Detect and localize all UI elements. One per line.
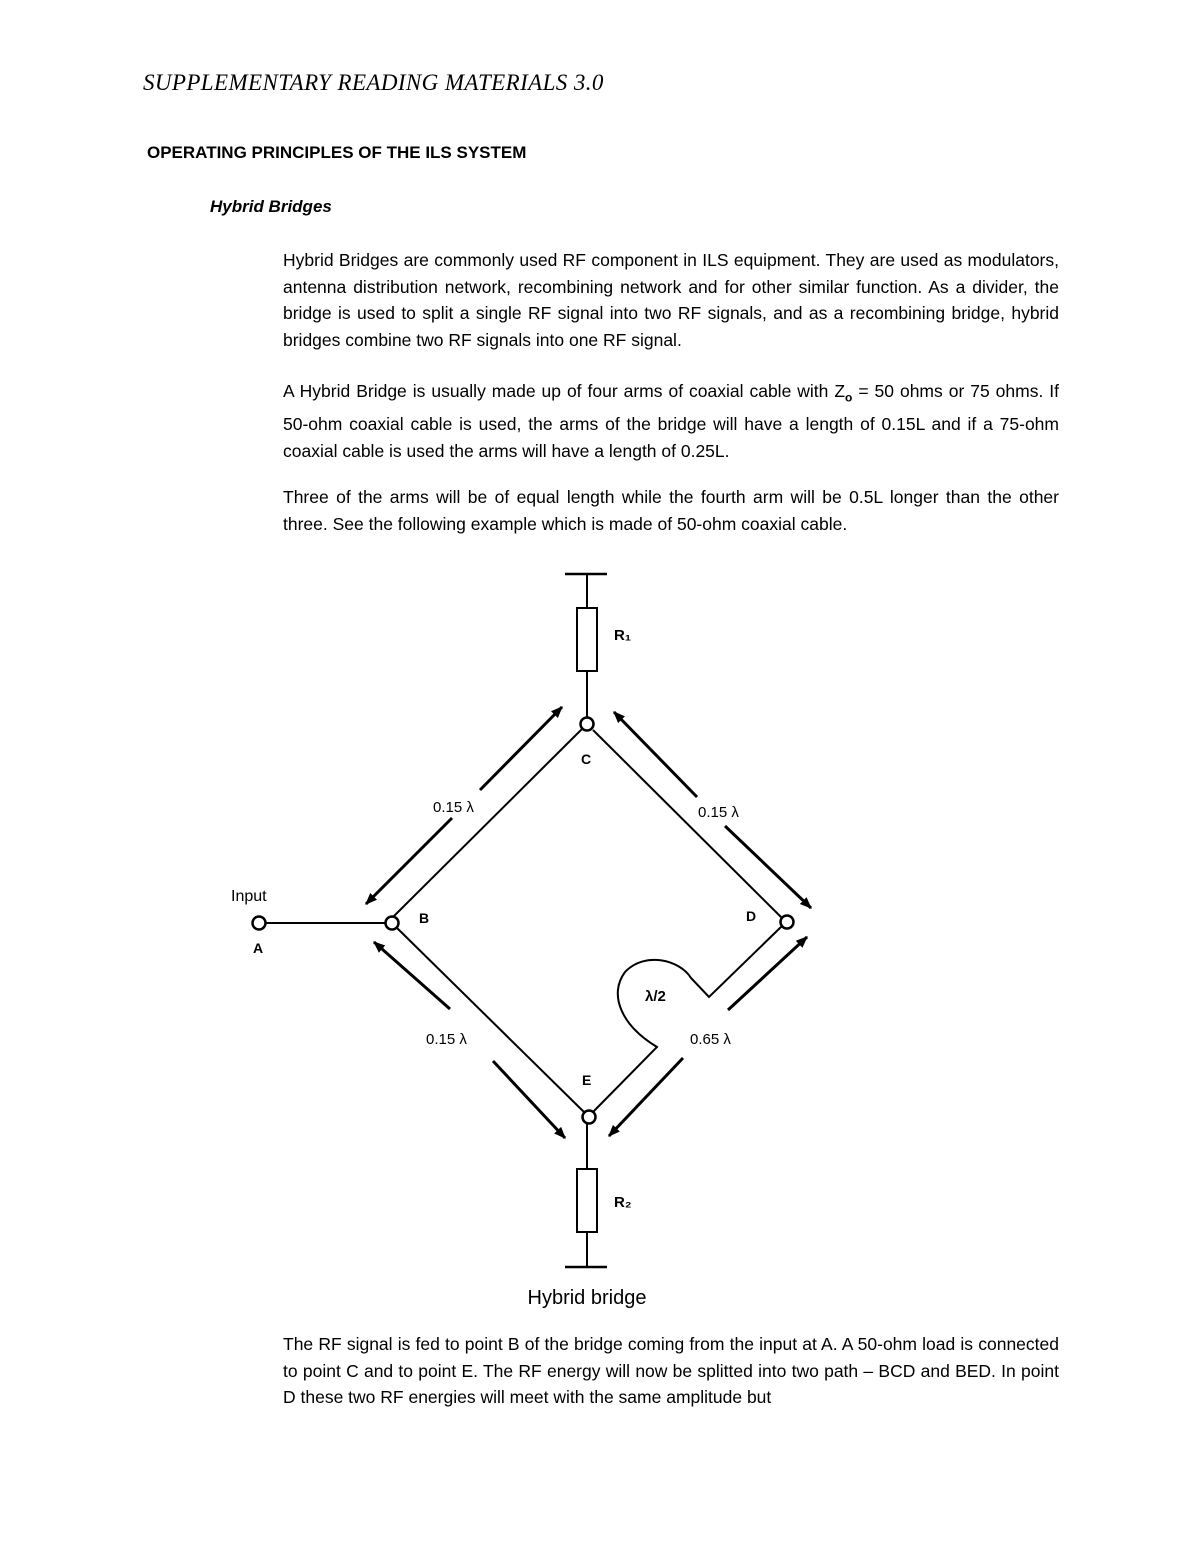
resistor-r1-label: R₁ bbox=[614, 627, 632, 644]
section-title: OPERATING PRINCIPLES OF THE ILS SYSTEM bbox=[147, 143, 527, 162]
arm-ed-length-label: 0.65 λ bbox=[690, 1031, 731, 1048]
arm-be-length-label: 0.15 λ bbox=[426, 1031, 467, 1048]
node-a-circle bbox=[253, 917, 266, 930]
paragraph-operation: The RF signal is fed to point B of the bridge coming from the input at A. A 50-ohm load is connected to point C and to point E. The RF energy will now be splitted into two path – BCD and BED. In point D these two RF energies will meet with the same amplitude but bbox=[283, 1334, 1059, 1407]
running-header: SUPPLEMENTARY READING MATERIALS 3.0 bbox=[143, 70, 604, 95]
input-label: Input bbox=[231, 888, 267, 905]
node-c-label: C bbox=[581, 751, 592, 767]
node-d-circle bbox=[781, 916, 794, 929]
resistor-r1 bbox=[565, 574, 607, 717]
node-d-label: D bbox=[746, 908, 757, 924]
paragraph-construction-text-1: A Hybrid Bridge is usually made up of four arms of coaxial cable with Z bbox=[283, 381, 846, 401]
arm-cd bbox=[593, 730, 782, 918]
arm-cd-length-label: 0.15 λ bbox=[698, 804, 739, 821]
arrow-cd-up bbox=[614, 712, 697, 797]
arm-bc-length-label: 0.15 λ bbox=[433, 799, 474, 816]
loop-length-label: λ/2 bbox=[645, 988, 666, 1005]
figure-caption: Hybrid bridge bbox=[527, 1287, 647, 1309]
paragraph-intro: Hybrid Bridges are commonly used RF component in ILS equipment. They are used as modulators, antenna distribution network, recombining network and for other similar function. As a divider, the bridge is used to split a single RF signal into two RF signals, and as a recombining bridge, hybrid bridges combine two RF signals into one RF signal. bbox=[283, 250, 1059, 350]
impedance-subscript: o bbox=[845, 390, 853, 405]
arrow-be-down bbox=[493, 1061, 565, 1138]
node-e-circle bbox=[583, 1111, 596, 1124]
arrow-ed-down bbox=[609, 1058, 683, 1136]
resistor-r2-label: R₂ bbox=[614, 1194, 632, 1211]
node-c-circle bbox=[581, 718, 594, 731]
node-e-label: E bbox=[582, 1072, 592, 1088]
node-a-label: A bbox=[253, 940, 264, 956]
paragraph-arm-lengths: Three of the arms will be of equal length while the fourth arm will be 0.5L longer than the other three. See the following example which is made of 50-ohm coaxial cable. bbox=[283, 487, 1059, 534]
arm-bc bbox=[393, 728, 583, 917]
arm-ed-with-loop bbox=[593, 926, 782, 1112]
node-b-circle bbox=[386, 917, 399, 930]
paragraph-construction-text-2: = 50 ohms or 75 ohms. If 50-ohm coaxial cable is used, the arms of the bridge will have a length of 0.15L and if a 75-ohm coaxial cable is used the arms will have a length of 0.25L. bbox=[283, 381, 1060, 461]
arrow-cd-down bbox=[725, 826, 811, 908]
resistor-r2 bbox=[565, 1123, 607, 1267]
arrow-de-up bbox=[728, 937, 807, 1010]
arrow-cb-down bbox=[366, 818, 452, 904]
subsection-title: Hybrid Bridges bbox=[210, 197, 332, 216]
node-b-label: B bbox=[419, 910, 430, 926]
arm-be bbox=[397, 928, 584, 1112]
arrow-be-up bbox=[374, 942, 450, 1009]
arrow-bc-up bbox=[480, 707, 562, 790]
